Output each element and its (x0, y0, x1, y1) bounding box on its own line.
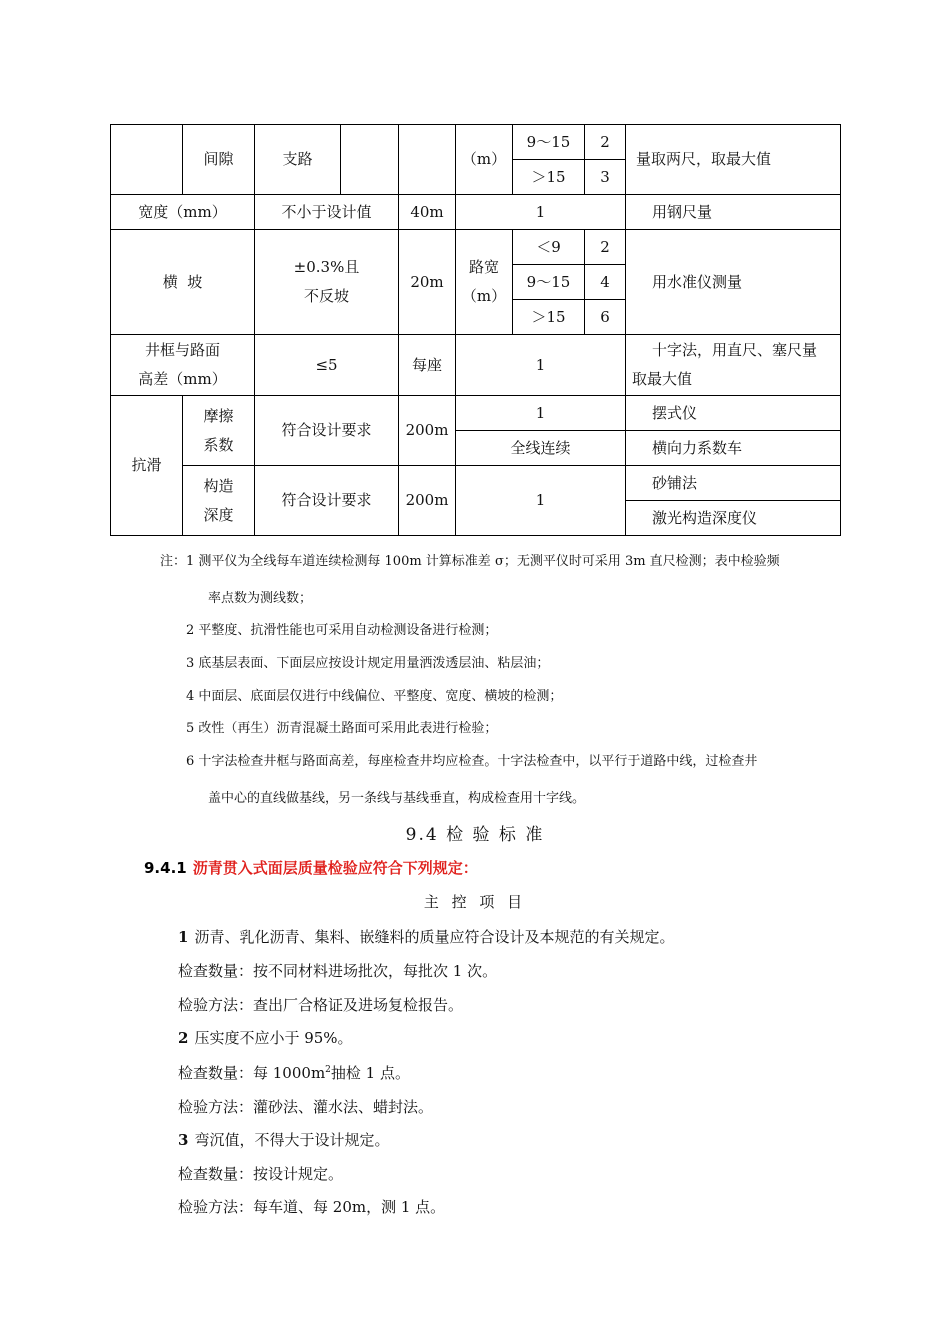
table-cell: 抗滑 (111, 396, 183, 536)
note-4: 4 中面层、底面层仅进行中线偏位、平整度、宽度、横坡的检测； (186, 689, 563, 704)
item-2-quantity (178, 1062, 410, 1083)
table-cell (626, 335, 841, 396)
table-cell: ＞15 (513, 300, 585, 335)
cell-text: ±0.3%且 (293, 258, 360, 276)
table-cell (111, 125, 183, 195)
item-text: 压实度不应小于 95%。 (194, 1029, 353, 1047)
cell-text: 深度 (203, 505, 234, 524)
table-cell (111, 335, 255, 396)
item-1 (178, 926, 674, 947)
cell-text: 取最大值 (632, 370, 693, 388)
note-6: 6 十字法检查井框与路面高差，每座检查井均应检查。十字法检查中，以平行于道路中线，过检查井 (186, 754, 758, 769)
clause-number: 9.4.1 (144, 859, 187, 877)
note-6-cont: 盖中心的直线做基线，另一条线与基线垂直，构成检查用十字线。 (208, 791, 586, 806)
table-cell: 横向力系数车 (626, 431, 841, 466)
table-cell: 砂铺法 (626, 466, 841, 501)
table-cell: 量取两尺，取最大值 (626, 125, 841, 195)
table-cell: 支路 (255, 125, 341, 195)
table-cell: 1 (456, 466, 626, 536)
table-cell (111, 230, 255, 335)
item-1-quantity: 检查数量：按不同材料进场批次，每批次 1 次。 (178, 962, 498, 980)
table-cell: 激光构造深度仪 (626, 501, 841, 536)
table-cell: 2 (585, 125, 626, 160)
table-cell: 200m (399, 396, 456, 466)
quantity-text: 检查数量：每 1000m (178, 1064, 326, 1082)
section-title: 9.4 检 验 标 准 (405, 825, 545, 845)
cell-text: 十字法，用直尺、塞尺量 (652, 341, 818, 359)
table-cell: 全线连续 (456, 431, 626, 466)
table-cell (183, 396, 255, 466)
table-cell (255, 230, 399, 335)
table-cell: （m） (456, 125, 513, 195)
cell-text: 系数 (203, 435, 234, 454)
table-cell (183, 466, 255, 536)
cell-text: 横 坡 (162, 272, 203, 291)
note-5: 5 改性（再生）沥青混凝土路面可采用此表进行检验； (186, 721, 498, 736)
inspection-table (110, 124, 841, 536)
clause-heading (144, 857, 478, 878)
table-cell: 1 (456, 195, 626, 230)
table-cell (399, 125, 456, 195)
table-cell: 摆式仪 (626, 396, 841, 431)
table-cell: 4 (585, 265, 626, 300)
item-3 (178, 1129, 389, 1150)
item-3-quantity: 检查数量：按设计规定。 (178, 1165, 344, 1183)
table-cell: 用钢尺量 (626, 195, 841, 230)
table-cell: 1 (456, 396, 626, 431)
item-number: 2 (178, 1029, 189, 1047)
item-text: 弯沉值，不得大于设计规定。 (194, 1131, 390, 1149)
table-cell (456, 230, 513, 335)
table-cell: 40m (399, 195, 456, 230)
table-cell: 9～15 (513, 125, 585, 160)
table-cell: 200m (399, 466, 456, 536)
table-cell: 符合设计要求 (255, 396, 399, 466)
cell-text: 高差（mm） (138, 370, 227, 388)
item-text: 沥青、乳化沥青、集料、嵌缝料的质量应符合设计及本规范的有关规定。 (194, 928, 675, 946)
table-cell: ＞15 (513, 160, 585, 195)
table-cell: 6 (585, 300, 626, 335)
table-cell: 1 (456, 335, 626, 396)
item-number: 1 (178, 928, 189, 946)
note-1-cont: 率点数为测线数； (208, 591, 313, 606)
cell-text: 路宽 (468, 258, 499, 276)
table-cell: 2 (585, 230, 626, 265)
table-cell: 9～15 (513, 265, 585, 300)
cell-text: 不反坡 (303, 287, 349, 305)
table-cell (341, 125, 399, 195)
note-2: 2 平整度、抗滑性能也可采用自动检测设备进行检测； (186, 623, 498, 638)
cell-text: 摩擦 (203, 406, 234, 425)
cell-text: 构造 (203, 476, 234, 495)
table-cell: 用水准仪测量 (626, 230, 841, 335)
item-1-method: 检验方法：查出厂合格证及进场复检报告。 (178, 996, 464, 1014)
note-1: 注：1 测平仪为全线每车道连续检测每 100m 计算标准差 σ；无测平仪时可采用 3m 直尺检测；表中检验频 (160, 554, 780, 569)
table-cell: 间隙 (183, 125, 255, 195)
table-cell: 每座 (399, 335, 456, 396)
cell-text: （m） (461, 287, 507, 305)
quantity-text-end: 抽检 1 点。 (330, 1064, 410, 1082)
table-cell: 符合设计要求 (255, 466, 399, 536)
clause-text: 沥青贯入式面层质量检验应符合下列规定： (192, 859, 478, 877)
table-cell: 不小于设计值 (255, 195, 399, 230)
superscript: 2 (325, 1065, 331, 1075)
item-number: 3 (178, 1131, 189, 1149)
item-3-method: 检验方法：每车道、每 20m，测 1 点。 (178, 1198, 446, 1216)
table-cell: ≤5 (255, 335, 399, 396)
table-cell: 20m (399, 230, 456, 335)
subheading: 主 控 项 目 (423, 893, 527, 911)
table-cell: 宽度（mm） (111, 195, 255, 230)
table-cell: ＜9 (513, 230, 585, 265)
cell-text: 井框与路面 (144, 341, 220, 359)
table-cell: 3 (585, 160, 626, 195)
item-2 (178, 1027, 353, 1048)
item-2-method: 检验方法：灌砂法、灌水法、蜡封法。 (178, 1098, 434, 1116)
note-3: 3 底基层表面、下面层应按设计规定用量洒泼透层油、粘层油； (186, 656, 550, 671)
